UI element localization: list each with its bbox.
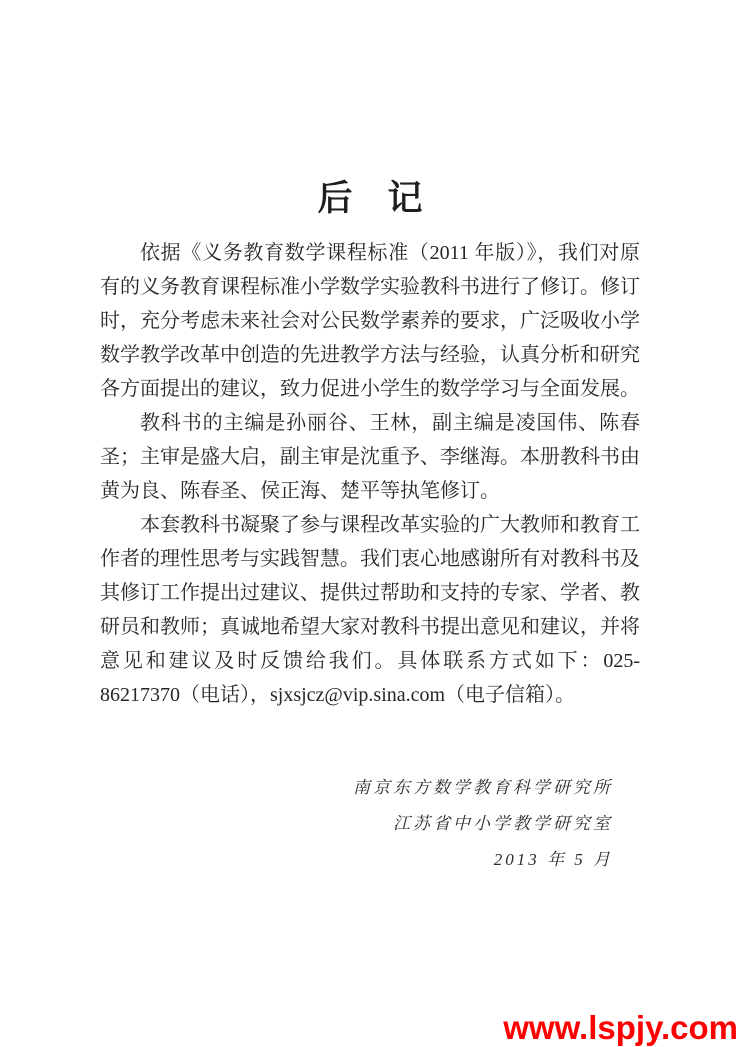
paragraph-editors: 教科书的主编是孙丽谷、王林，副主编是凌国伟、陈春圣；主审是盛大启，副主审是沈重予、李继海。本册教科书由黄为良、陈春圣、侯正海、楚平等执笔修订。 xyxy=(100,412,640,502)
page-title: 后 记 xyxy=(317,179,423,219)
signature-org-2: 江苏省中小学教学研究室 xyxy=(393,814,613,833)
paragraph-acknowledgements-contact: 本套教科书凝聚了参与课程改革实验的广大教师和教育工作者的理性思考与实践智慧。我们衷心地感谢所有对教科书及其修订工作提出过建议、提供过帮助和支持的专家、学者、教研员和教师；真诚地希望大家对教科书提出意见和建议，并将意见和建议及时反馈给我们。具体联系方式如下：025-86217370（电话），sjxsjcz@vip.sina.com（电子信箱）。 xyxy=(100,514,640,706)
body-text xyxy=(100,236,640,712)
signature-date: 2013 年 5 月 xyxy=(493,850,613,869)
paragraph-revision-intro: 依据《义务教育数学课程标准（2011 年版）》，我们对原有的义务教育课程标准小学数学实验教科书进行了修订。修订时，充分考虑未来社会对公民数学素养的要求，广泛吸收小学数学教学改革中创造的先进教学方法与经验，认真分析和研究各方面提出的建议，致力促进小学生的数学学习与全面发展。 xyxy=(100,242,640,400)
signature-block xyxy=(100,770,613,878)
signature-org-1: 南京东方数学教育科学研究所 xyxy=(353,778,613,797)
watermark-url: www.lspjy.com xyxy=(503,1009,738,1046)
